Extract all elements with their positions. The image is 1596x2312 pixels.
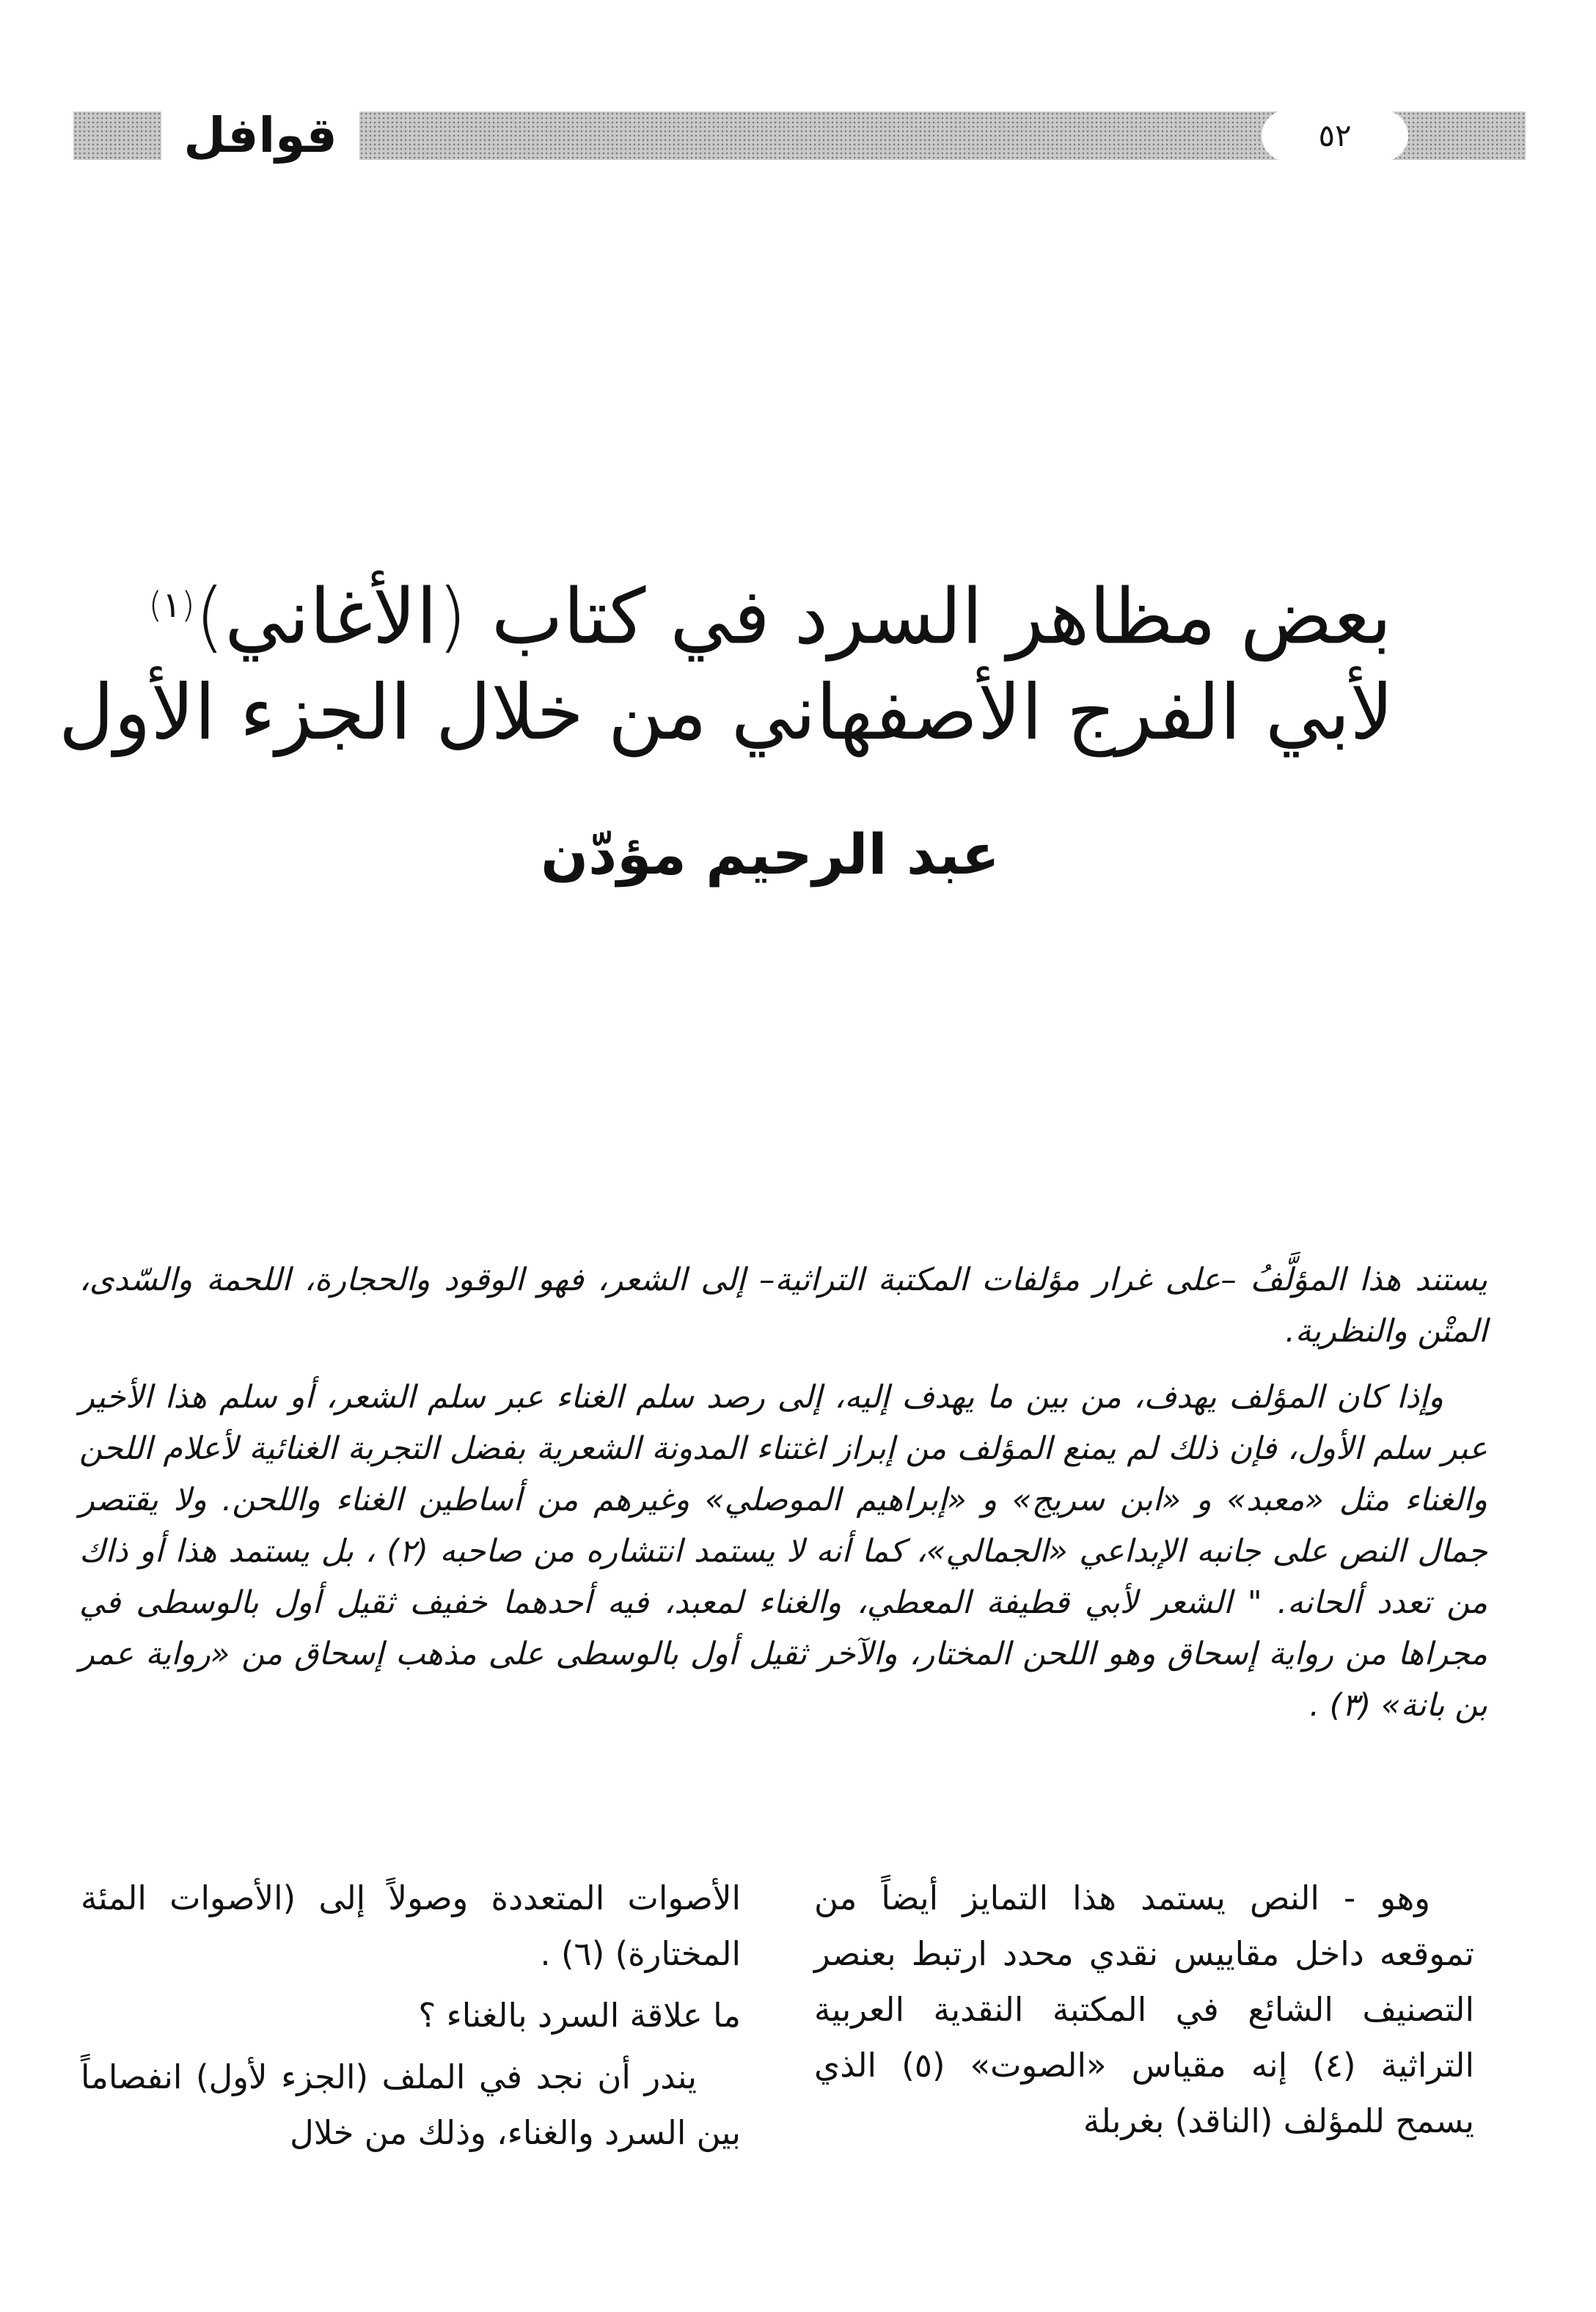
intro-paragraph-2: وإذا كان المؤلف يهدف، من بين ما يهدف إليه، إلى رصد سلم الغناء عبر سلم الشعر، أو سلم هذا الأخير عبر سلم الأول، فإن ذلك لم يمنع المؤلف من إبراز اغتناء المدونة الشعرية بفضل التجربة الغنائية لأعلام اللحن والغناء مثل «معبد» و «ابن سريج» و «إبراهيم الموصلي» وغيرهم من أساطين الغناء واللحن. ولا يقتصر جمال النص على جانبه الإبداعي «الجمالي»، كما أنه لا يستمد انتشاره من صاحبه (٢) ، بل يستمد هذا أو ذاك من تعدد ألحانه. " الشعر لأبي قطيفة المعطي، والغناء لمعبد، فيه أحدهما خفيف ثقيل أول بالوسطى في مجراها من رواية إسحاق وهو اللحن المختار، والآخر ثقيل أول بالوسطى على مذهب إسحاق من «رواية عمر بن بانة» (٣) . bbox=[79, 1379, 1488, 1724]
intro-section bbox=[79, 1254, 1487, 1746]
left-column-paragraph-2: يندر أن نجد في الملف (الجزء لأول) انفصاماً بين السرد والغناء، وذلك من خلال bbox=[81, 2057, 741, 2152]
title-line-2: لأبي الفرج الأصفهاني من خلال الجزء الأول bbox=[58, 667, 1394, 757]
journal-name: قوافل bbox=[183, 107, 337, 164]
title-line-1-text: بعض مظاهر السرد في كتاب (الأغاني) bbox=[194, 571, 1392, 662]
body-column-left bbox=[81, 1870, 741, 2167]
title-line-1 bbox=[147, 557, 1394, 665]
header-band-left bbox=[73, 111, 161, 160]
left-column-question: ما علاقة السرد بالغناء ؟ bbox=[418, 1996, 741, 2035]
page-header bbox=[73, 103, 1526, 169]
title-footnote-ref: (١) bbox=[148, 585, 195, 626]
right-column-paragraph-1: وهو - النص يستمد هذا التمايز أيضاً من تموقعه داخل مقاييس نقدي محدد ارتبط بعنصر التصنيف الشائع في المكتبة النقدية العربية التراثية (٤) إنه مقياس «الصوت» (٥) الذي يسمح للمؤلف (الناقد) بغربلة bbox=[814, 1878, 1475, 2140]
article-author: عبد الرحيم مؤدّن bbox=[541, 822, 1000, 887]
left-column-paragraph-1: الأصوات المتعددة وصولاً إلى (الأصوات المئة المختارة) (٦) . bbox=[81, 1878, 741, 1973]
page-number: ٥٢ bbox=[1262, 110, 1408, 161]
body-column-right bbox=[814, 1870, 1474, 2155]
intro-paragraph-1: يستند هذا المؤلَّفُ –على غرار مؤلفات المكتبة التراثية– إلى الشعر، فهو الوقود والحجارة، اللحمة والسّدى، المتْن والنظرية. bbox=[79, 1262, 1487, 1350]
article-title bbox=[58, 557, 1394, 760]
